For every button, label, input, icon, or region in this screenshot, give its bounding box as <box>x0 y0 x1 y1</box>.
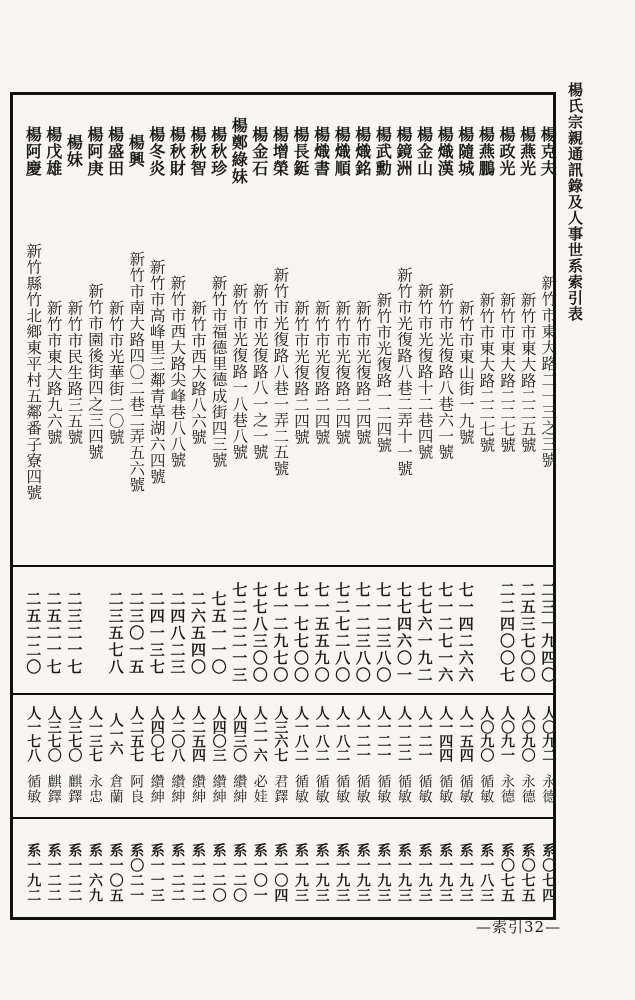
entry-phone: 七五一一〇 <box>209 590 228 676</box>
entry-doc-number: 人一五四 <box>457 706 474 762</box>
entry-lineage-ref: 系一二二 <box>169 843 186 903</box>
entry-phone: 七一二七一六 <box>436 582 455 684</box>
entry-phone: 七一四二六六 <box>456 582 475 684</box>
entry-address: 新竹市光復路八巷一弄二五號 <box>271 267 290 477</box>
entry-address: 新竹市東大路二二七號 <box>477 291 496 453</box>
entry-generation-name: 循敏 <box>416 773 433 804</box>
entry-doc-number: 人二一六 <box>251 706 268 762</box>
entry-doc-number: 人一三七 <box>86 706 103 762</box>
entry-phone: 七七八三〇〇 <box>250 582 269 684</box>
entry-lineage-ref: 系一一三 <box>148 843 165 903</box>
entry-name: 楊阿庚 <box>84 125 104 177</box>
entry-phone: 七一五五九〇 <box>312 582 331 684</box>
entry-doc-number: 人二五七 <box>128 706 145 762</box>
entry-phone: 二四八二三 <box>168 590 187 676</box>
entry-generation-name: 循敏 <box>437 773 454 804</box>
entry-name: 楊克夫 <box>538 125 558 177</box>
entry-phone: 二三〇一五 <box>127 590 146 676</box>
page-title: 楊氏宗親通訊錄及人事世系索引表 <box>566 82 584 322</box>
entry-lineage-ref: 系一九三 <box>375 843 392 903</box>
entry-generation-name: 循敏 <box>313 773 330 804</box>
entry-lineage-ref: 系一〇四 <box>272 843 289 903</box>
entry-generation-name: 循敏 <box>375 773 392 804</box>
entry-doc-number: 人一二一 <box>375 706 392 762</box>
entry-doc-number: 人一八二 <box>334 706 351 762</box>
entry-address: 新竹市南大路四〇二巷二弄五六號 <box>127 251 146 493</box>
entry-generation-name: 循敏 <box>457 773 474 804</box>
entry-lineage-ref: 系一九三 <box>292 843 309 903</box>
entry-doc-number: 人一四四 <box>437 706 454 762</box>
entry-lineage-ref: 系一九三 <box>395 843 412 903</box>
entry-lineage-ref: 系一二〇 <box>231 843 248 903</box>
entry-address: 新竹市西大路八六號 <box>188 299 207 445</box>
entry-name: 楊鄭綠妹 <box>229 117 249 185</box>
entry-name: 楊燕光 <box>517 125 537 177</box>
entry-address: 新竹市西大路尖峰巷八八號 <box>168 275 187 469</box>
entry-phone: 七七四六〇一 <box>394 582 413 684</box>
entry-address: 新竹市高峰里三鄰青草湖六四號 <box>147 259 166 485</box>
entry-generation-name: 循敏 <box>354 773 371 804</box>
entry-address: 新竹市東大路二一三之三號 <box>539 275 558 469</box>
entry-phone: 二三五七八 <box>106 590 125 676</box>
entry-name: 楊熾漢 <box>435 125 455 177</box>
entry-name: 楊金石 <box>249 125 269 177</box>
entry-generation-name: 循敏 <box>25 773 42 804</box>
entry-lineage-ref: 系一八三 <box>478 843 495 903</box>
entry-doc-number: 人二五四 <box>189 706 206 762</box>
entry-name: 楊秋智 <box>187 125 207 177</box>
entry-address: 新竹市光復路一八巷八號 <box>230 283 249 461</box>
entry-generation-name: 永德 <box>498 773 515 804</box>
entry-phone: 七一二三八〇 <box>374 582 393 684</box>
entry-address: 新竹市民生路三五號 <box>65 299 84 445</box>
entry-lineage-ref: 系一六九 <box>86 843 103 903</box>
entry-name: 楊政光 <box>496 125 516 177</box>
entry-phone: 七一七七〇〇 <box>291 582 310 684</box>
entry-address: 新竹縣竹北鄉東平村五鄰番子寮四號 <box>24 243 43 501</box>
entry-name: 楊秋財 <box>167 125 187 177</box>
entry-address: 新竹市光復路八巷六一號 <box>436 283 455 461</box>
entry-name: 楊盛田 <box>105 125 125 177</box>
entry-name: 楊熾順 <box>332 125 352 177</box>
entry-doc-number: 人〇九〇 <box>519 706 536 762</box>
entry-doc-number: 人二〇八 <box>169 706 186 762</box>
entry-generation-name: 循敏 <box>292 773 309 804</box>
entry-address: 新竹市東大路二二五號 <box>518 291 537 453</box>
entry-generation-name: 麒鐸 <box>66 773 83 804</box>
entry-lineage-ref: 系一二二 <box>45 843 62 903</box>
entry-generation-name: 麒鐸 <box>45 773 62 804</box>
entry-generation-name: 君鐸 <box>272 773 289 804</box>
entry-generation-name: 倉蘭 <box>107 773 124 804</box>
entry-doc-number: 人三七〇 <box>45 706 62 762</box>
entry-doc-number: 人一七八 <box>25 706 42 762</box>
entry-phone <box>82 578 102 688</box>
entry-lineage-ref: 系〇七四 <box>540 843 557 903</box>
entry-name: 楊增榮 <box>270 125 290 177</box>
entry-phone: 二二四〇〇七 <box>497 582 516 684</box>
entry-lineage-ref: 系一九三 <box>334 843 351 903</box>
entry-name: 楊熾銘 <box>352 125 372 177</box>
entry-name: 楊鏡洲 <box>393 125 413 177</box>
entry-generation-name: 阿良 <box>128 773 145 804</box>
divider-honor-ref <box>10 817 556 819</box>
entry-address: 新竹市光復路二四號 <box>353 299 372 445</box>
entry-address: 新竹市東山街一九號 <box>456 299 475 445</box>
entry-phone: 二五二二〇 <box>24 590 43 676</box>
entry-address: 新竹市福德里德成街四三號 <box>209 275 228 469</box>
entry-address: 新竹市光復路二四號 <box>291 299 310 445</box>
entry-phone: 二三一九四〇 <box>539 582 558 684</box>
entry-lineage-ref: 系〇七五 <box>519 843 536 903</box>
entry-lineage-ref: 系一二二 <box>189 843 206 903</box>
entry-address: 新竹市光華街二〇號 <box>106 299 125 445</box>
entry-doc-number: 人三七〇 <box>66 706 83 762</box>
entry-phone: 七七六一九二 <box>415 582 434 684</box>
entry-doc-number: 人〇九一 <box>498 706 515 762</box>
entry-name: 楊戊雄 <box>43 125 63 177</box>
page-footer: —索引32— <box>476 918 562 936</box>
entry-lineage-ref: 系〇七五 <box>498 843 515 903</box>
entry-doc-number: 人〇九〇 <box>478 706 495 762</box>
entry-name: 楊金山 <box>414 125 434 177</box>
divider-address-phone <box>10 565 556 567</box>
entry-lineage-ref: 系一〇一 <box>251 843 268 903</box>
entry-generation-name: 纘紳 <box>189 773 206 804</box>
entry-generation-name: 永忠 <box>86 773 103 804</box>
entry-address: 新竹市東大路二二七號 <box>497 291 516 453</box>
entry-name: 楊武勳 <box>373 125 393 177</box>
entry-generation-name: 纘紳 <box>231 773 248 804</box>
entry-doc-number: 人一八二 <box>292 706 309 762</box>
entry-doc-number: 人一二一 <box>416 706 433 762</box>
entry-address: 新竹市光復路八巷二弄十一號 <box>394 267 413 477</box>
entry-doc-number: 人一六 <box>107 713 124 755</box>
entry-name: 楊阿慶 <box>23 125 43 177</box>
entry-generation-name: 纘紳 <box>169 773 186 804</box>
entry-doc-number: 人一八二 <box>313 706 330 762</box>
entry-name: 楊妹 <box>64 134 84 168</box>
entry-lineage-ref: 系一九三 <box>313 843 330 903</box>
entry-name: 楊冬炎 <box>146 125 166 177</box>
entry-doc-number: 人四〇三 <box>210 706 227 762</box>
entry-lineage-ref: 系一九三 <box>437 843 454 903</box>
entry-generation-name: 纘紳 <box>210 773 227 804</box>
entry-phone: 七一二九七〇 <box>271 582 290 684</box>
entry-lineage-ref: 系一九三 <box>416 843 433 903</box>
entry-phone: 七一二三八〇 <box>353 582 372 684</box>
entry-address: 新竹市光復路二四號 <box>333 299 352 445</box>
entry-name: 楊興 <box>126 134 146 168</box>
entry-lineage-ref: 系一〇五 <box>107 843 124 903</box>
entry-phone <box>473 578 493 688</box>
entry-lineage-ref: 系一二二 <box>66 843 83 903</box>
entry-address: 新竹市光復路一二四號 <box>374 291 393 453</box>
entry-doc-number: 人〇九二 <box>540 706 557 762</box>
entry-doc-number: 人四三〇 <box>231 706 248 762</box>
entry-address: 新竹市光復路八一之一號 <box>250 283 269 461</box>
entry-lineage-ref: 系〇二一 <box>128 843 145 903</box>
entry-doc-number: 人一二一 <box>354 706 371 762</box>
entry-generation-name: 循敏 <box>395 773 412 804</box>
entry-generation-name: 必娃 <box>251 773 268 804</box>
entry-address: 新竹市東大路九六號 <box>44 299 63 445</box>
entry-generation-name: 循敏 <box>478 773 495 804</box>
entry-phone: 二四一三七 <box>147 590 166 676</box>
entry-name: 楊熾書 <box>311 125 331 177</box>
entry-address: 新竹市光復路十二巷四號 <box>415 283 434 461</box>
entry-phone: 二三二一七 <box>65 590 84 676</box>
entry-lineage-ref: 系一九二 <box>25 843 42 903</box>
entry-name: 楊隨城 <box>455 125 475 177</box>
entry-generation-name: 纘紳 <box>148 773 165 804</box>
entry-generation-name: 循敏 <box>334 773 351 804</box>
entry-name: 楊秋珍 <box>208 125 228 177</box>
entry-doc-number: 人三六七 <box>272 706 289 762</box>
entry-doc-number: 人一二二 <box>395 706 412 762</box>
entry-lineage-ref: 系一二〇 <box>210 843 227 903</box>
entry-phone: 二五二一七 <box>44 590 63 676</box>
entry-name: 楊長鋌 <box>290 125 310 177</box>
entry-phone: 二六五四〇 <box>188 590 207 676</box>
entry-lineage-ref: 系一九三 <box>457 843 474 903</box>
entry-address: 新竹市光復路二四號 <box>312 299 331 445</box>
entry-phone: 七二七二八〇 <box>333 582 352 684</box>
entry-doc-number: 人四〇七 <box>148 706 165 762</box>
entry-address: 新竹市園後街四之三四號 <box>85 283 104 461</box>
entry-lineage-ref: 系一九三 <box>354 843 371 903</box>
entry-phone: 二五三七〇〇 <box>518 582 537 684</box>
divider-phone-doc <box>10 693 556 695</box>
entry-name: 楊燕鵬 <box>476 125 496 177</box>
entry-generation-name: 永德 <box>540 773 557 804</box>
entry-phone: 七二二二一三 <box>230 582 249 684</box>
entry-generation-name: 永德 <box>519 773 536 804</box>
